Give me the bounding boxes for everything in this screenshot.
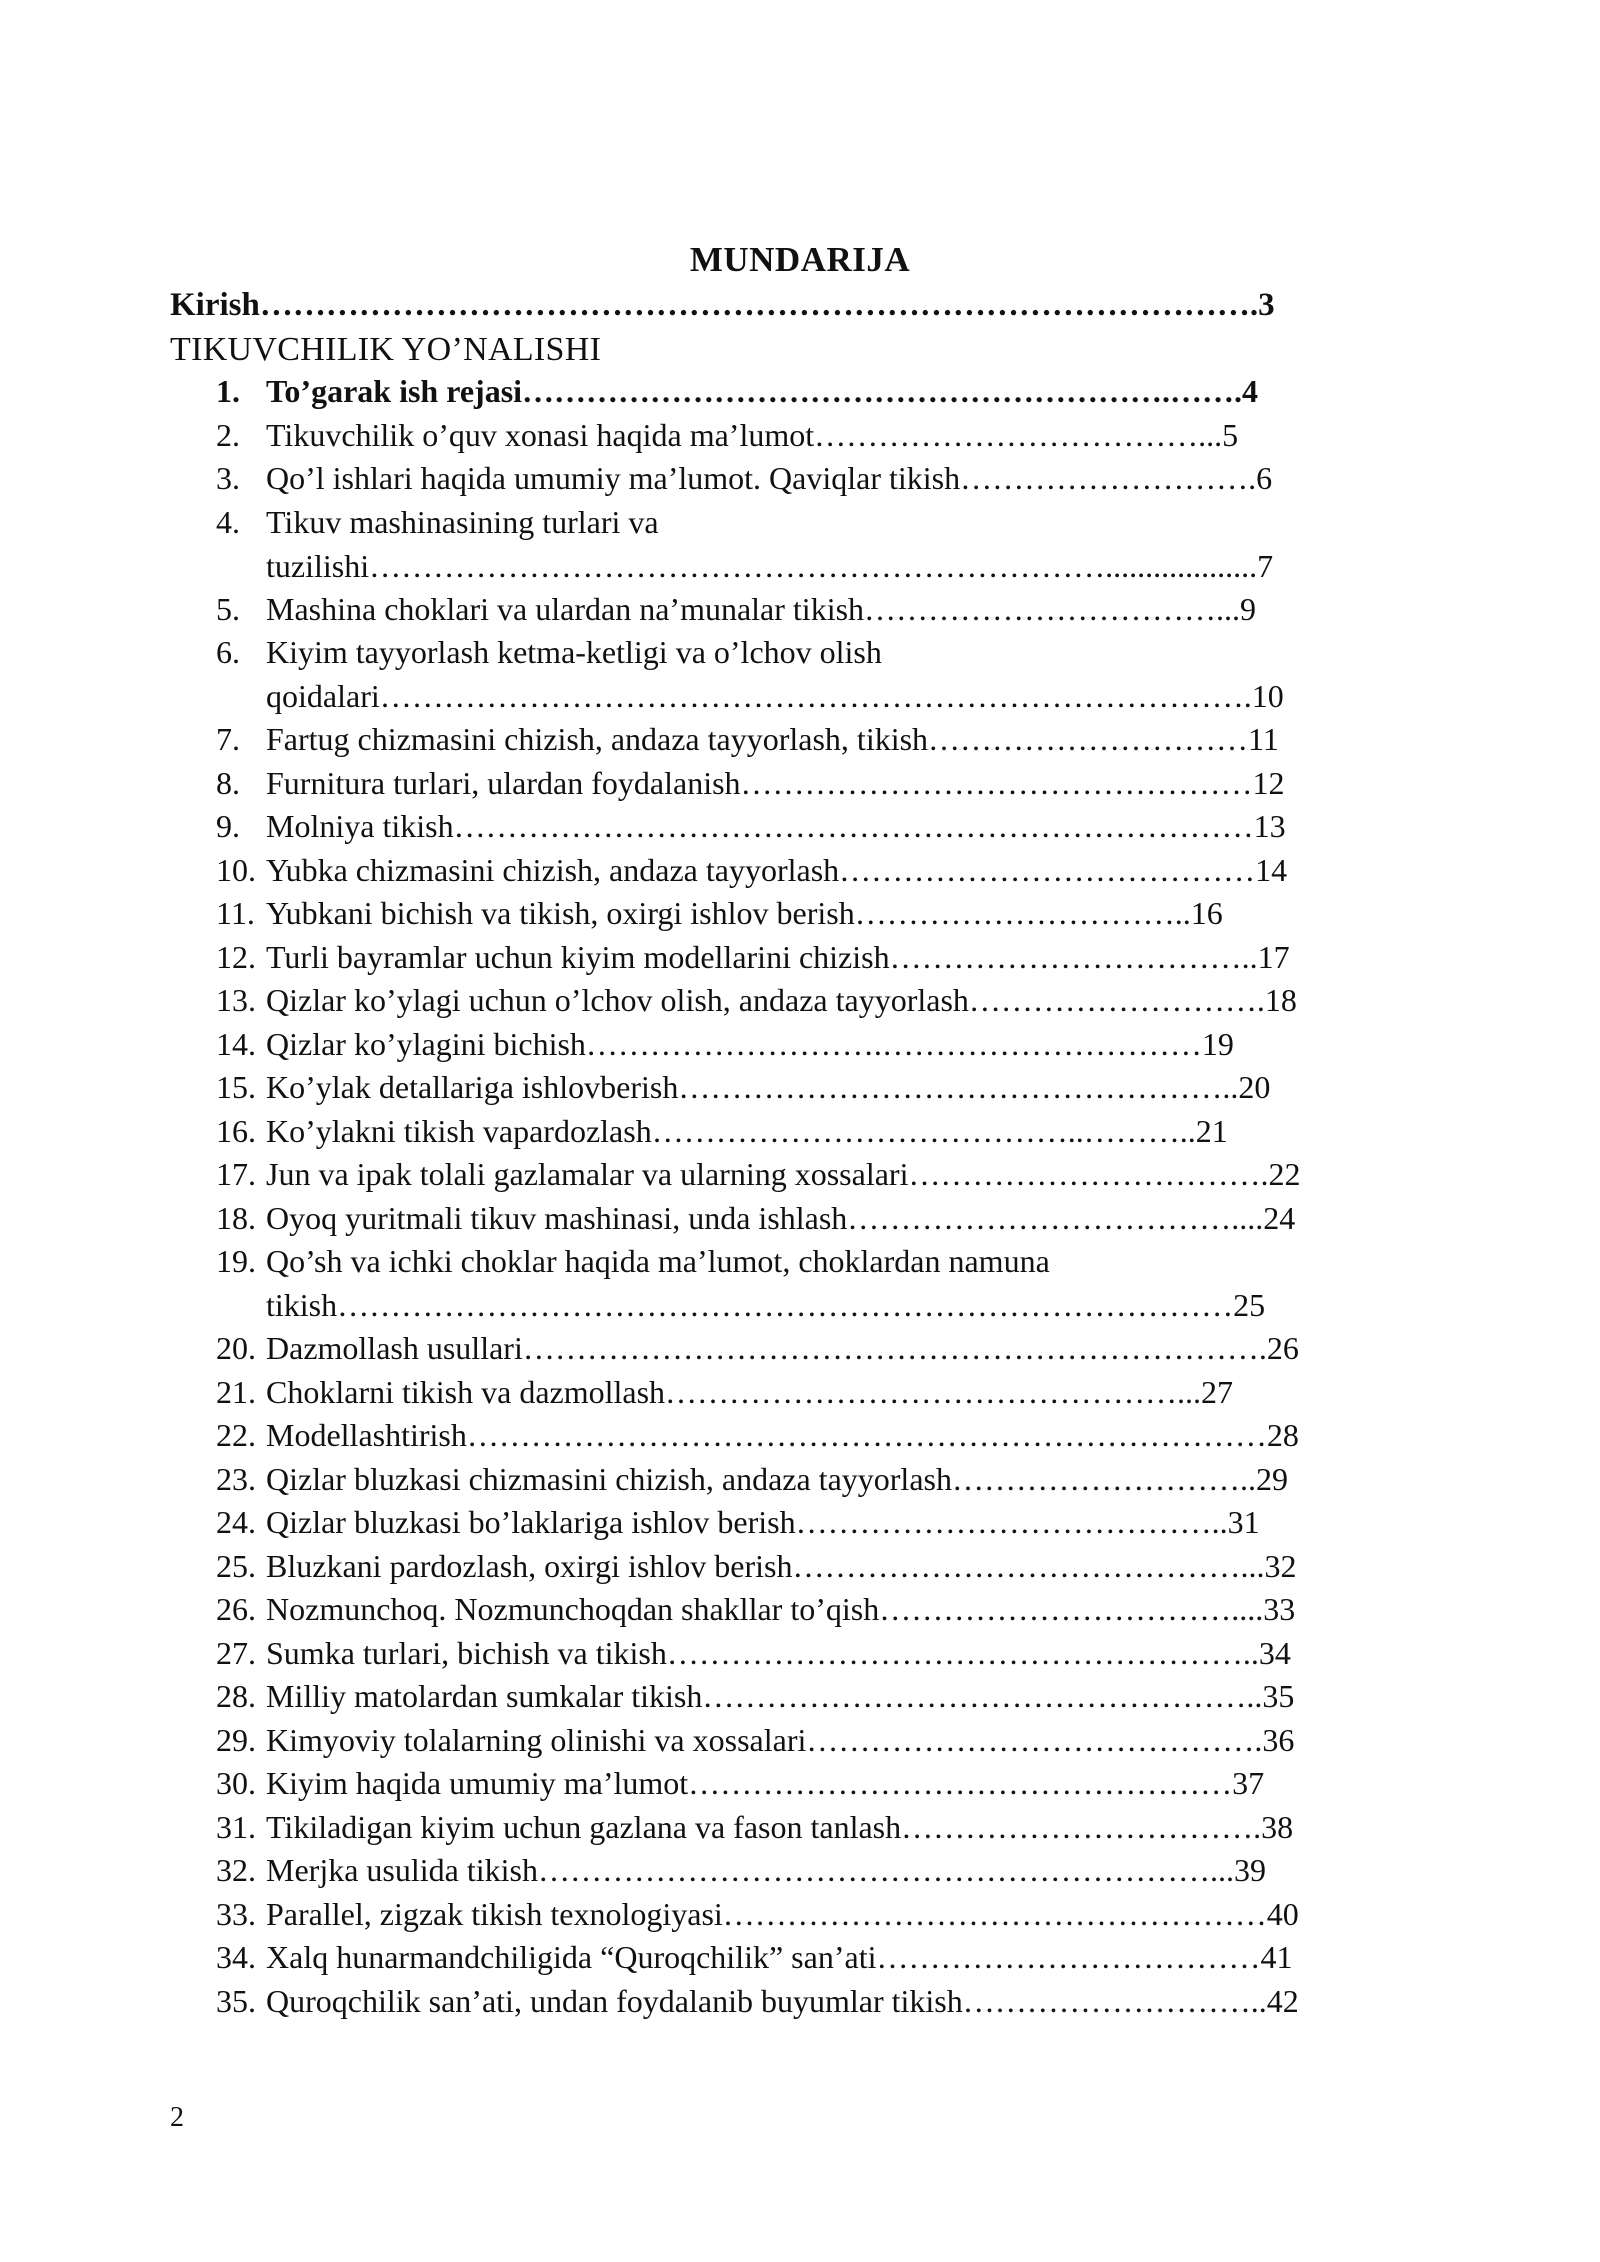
toc-entry [0, 631, 1600, 718]
toc-entry-number: 16. [216, 1113, 256, 1149]
toc-entry [0, 1936, 1600, 1980]
toc-entry-text: Modellashtirish…………………………………………………………………28 [266, 1417, 1299, 1453]
toc-entry [0, 1240, 1600, 1327]
toc-entry [0, 1023, 1600, 1067]
section-heading: TIKUVCHILIK YO’NALISHI [170, 331, 602, 368]
toc-entry-text: Tikiladigan kiyim uchun gazlana va fason tanlash…………………………….38 [266, 1809, 1294, 1845]
toc-entry-number: 18. [216, 1200, 256, 1236]
toc-entry-text: Oyoq yuritmali tikuv mashinasi, unda ishlash………………………………....24 [266, 1200, 1296, 1236]
toc-entry-text: qoidalari……………………………………………………………………….10 [266, 678, 1284, 714]
toc-entry-number: 30. [216, 1765, 256, 1801]
toc-entry-number: 23. [216, 1461, 256, 1497]
toc-entry-number: 29. [216, 1722, 256, 1758]
toc-entry-text: Nozmunchoq. Nozmunchoqdan shakllar to’qish……………………………....33 [266, 1591, 1296, 1627]
toc-entry-text: Dazmollash usullari…………………………………………………………….26 [266, 1330, 1299, 1366]
toc-entry-number: 3. [216, 460, 240, 496]
toc-entry [0, 805, 1600, 849]
toc-entry-text: Kiyim tayyorlash ketma-ketligi va o’lchov olish [266, 634, 882, 670]
toc-entry-number: 19. [216, 1243, 256, 1279]
toc-entry-text: To’garak ish rejasi…………………………………………………….…….4 [266, 373, 1259, 409]
toc-entry-text: Parallel, zigzak tikish texnologiyasi……………………………………………40 [266, 1896, 1299, 1932]
toc-entry-text: Milliy matolardan sumkalar tikish……………………………………………..35 [266, 1678, 1295, 1714]
toc-entry [0, 1414, 1600, 1458]
toc-entry-number: 27. [216, 1635, 256, 1671]
toc-entry-number: 9. [216, 808, 240, 844]
toc-entry-number: 25. [216, 1548, 256, 1584]
intro-entry: Kirish……………………………………………………………………………….3 [170, 287, 1275, 323]
toc-entry [0, 588, 1600, 632]
toc-entry-text: tuzilishi……………………………………………………………...................7 [266, 548, 1274, 584]
toc-entry [0, 1371, 1600, 1415]
toc-entry [0, 849, 1600, 893]
toc-entry-number: 33. [216, 1896, 256, 1932]
toc-entry-number: 13. [216, 982, 256, 1018]
toc-entry [0, 892, 1600, 936]
toc-entry-text: Qizlar ko’ylagini bichish……………………….…………………………19 [266, 1026, 1234, 1062]
toc-entry [0, 370, 1600, 414]
toc-entry [0, 1762, 1600, 1806]
toc-entry [0, 1806, 1600, 1850]
toc-entry-number: 31. [216, 1809, 256, 1845]
toc-entry-text: Mashina choklari va ulardan na’munalar tikish……………………………...9 [266, 591, 1257, 627]
toc-entry-text: Quroqchilik san’ati, undan foydalanib buyumlar tikish………………………..42 [266, 1983, 1299, 2019]
toc-entry [0, 1849, 1600, 1893]
toc-entry [0, 718, 1600, 762]
toc-entry-number: 17. [216, 1156, 256, 1192]
toc-entry-text: Yubkani bichish va tikish, oxirgi ishlov berish…………………………..16 [266, 895, 1223, 931]
toc-entry [0, 457, 1600, 501]
toc-entry [0, 1719, 1600, 1763]
toc-entry-text: Tikuvchilik o’quv xonasi haqida ma’lumot………………………………...5 [266, 417, 1239, 453]
toc-entry-text: tikish…………………………………………………………………………25 [266, 1287, 1266, 1323]
toc-entry-text: Qo’l ishlari haqida umumiy ma’lumot. Qaviqlar tikish……………………….6 [266, 460, 1273, 496]
toc-entry [0, 501, 1600, 588]
toc-entry-text: Merjka usulida tikish………………………………………………………...39 [266, 1852, 1266, 1888]
page-number: 2 [170, 2102, 184, 2133]
toc-entry [0, 1066, 1600, 1110]
toc-entry-text: Bluzkani pardozlash, oxirgi ishlov berish……………………………………...32 [266, 1548, 1297, 1584]
toc-entry-text: Tikuv mashinasining turlari va [266, 504, 659, 540]
toc-entry-text: Fartug chizmasini chizish, andaza tayyorlash, tikish…………………………11 [266, 721, 1279, 757]
toc-entry [0, 1545, 1600, 1589]
toc-entry-number: 12. [216, 939, 256, 975]
toc-entry [0, 1675, 1600, 1719]
toc-entry-text: Sumka turlari, bichish va tikish………………………………………………..34 [266, 1635, 1291, 1671]
toc-entry-number: 28. [216, 1678, 256, 1714]
toc-entry [0, 762, 1600, 806]
toc-entry-text: Ko’ylak detallariga ishlovberish……………………………………………..20 [266, 1069, 1271, 1105]
toc-entry-number: 32. [216, 1852, 256, 1888]
toc-entry-number: 2. [216, 417, 240, 453]
toc-entry-number: 26. [216, 1591, 256, 1627]
toc-entry [0, 1458, 1600, 1502]
toc-entry [0, 1153, 1600, 1197]
toc-entry-number: 34. [216, 1939, 256, 1975]
toc-entry-text: Qizlar ko’ylagi uchun o’lchov olish, andaza tayyorlash……………………….18 [266, 982, 1297, 1018]
toc-entry-text: Xalq hunarmandchiligida “Quroqchilik” san’ati………………………………41 [266, 1939, 1293, 1975]
toc-entry-text: Kimyoviy tolalarning olinishi va xossalari…………………………………….36 [266, 1722, 1295, 1758]
toc-entry-number: 5. [216, 591, 240, 627]
toc-entry-number: 20. [216, 1330, 256, 1366]
toc-entry-number: 35. [216, 1983, 256, 2019]
toc-entry-number: 21. [216, 1374, 256, 1410]
toc-entry-number: 14. [216, 1026, 256, 1062]
toc-entry-text: Qizlar bluzkasi chizmasini chizish, andaza tayyorlash………………………..29 [266, 1461, 1288, 1497]
toc-entry [0, 1632, 1600, 1676]
toc-entry-number: 11. [216, 895, 255, 931]
toc-entry [0, 936, 1600, 980]
toc-entry-number: 7. [216, 721, 240, 757]
toc-entry [0, 1327, 1600, 1371]
toc-entry-text: Kiyim haqida umumiy ma’lumot……………………………………………37 [266, 1765, 1265, 1801]
toc-entry [0, 1980, 1600, 2024]
toc-entry-text: Jun va ipak tolali gazlamalar va ularning xossalari…………………………….22 [266, 1156, 1301, 1192]
toc-entry-number: 6. [216, 634, 240, 670]
toc-entry-text: Qizlar bluzkasi bo’laklariga ishlov berish…………………………………..31 [266, 1504, 1260, 1540]
toc-entry [0, 1893, 1600, 1937]
toc-entry-text: Ko’ylakni tikish vapardozlash…………………………………..………..21 [266, 1113, 1228, 1149]
toc-entry-text: Turli bayramlar uchun kiyim modellarini chizish……………………………..17 [266, 939, 1290, 975]
toc-entry [0, 979, 1600, 1023]
toc-entry [0, 414, 1600, 458]
page-title: MUNDARIJA [689, 240, 911, 279]
toc-entry-number: 15. [216, 1069, 256, 1105]
toc-entry [0, 1501, 1600, 1545]
toc-entry-number: 24. [216, 1504, 256, 1540]
toc-entry-text: Yubka chizmasini chizish, andaza tayyorlash…………………………………14 [266, 852, 1288, 888]
toc-entry-text: Furnitura turlari, ulardan foydalanish…………………………………………12 [266, 765, 1285, 801]
toc-entry-text: Molniya tikish…………………………………………………………………13 [266, 808, 1286, 844]
toc-entry-number: 4. [216, 504, 240, 540]
toc-entry-number: 8. [216, 765, 240, 801]
toc-entry-number: 1. [216, 373, 240, 409]
toc-entry-number: 10. [216, 852, 256, 888]
toc-entry [0, 1588, 1600, 1632]
toc-entry [0, 1110, 1600, 1154]
toc-entry [0, 1197, 1600, 1241]
toc-entry-text: Choklarni tikish va dazmollash…………………………………………...27 [266, 1374, 1234, 1410]
toc-entry-text: Qo’sh va ichki choklar haqida ma’lumot, choklardan namuna [266, 1243, 1050, 1279]
toc-entry-number: 22. [216, 1417, 256, 1453]
